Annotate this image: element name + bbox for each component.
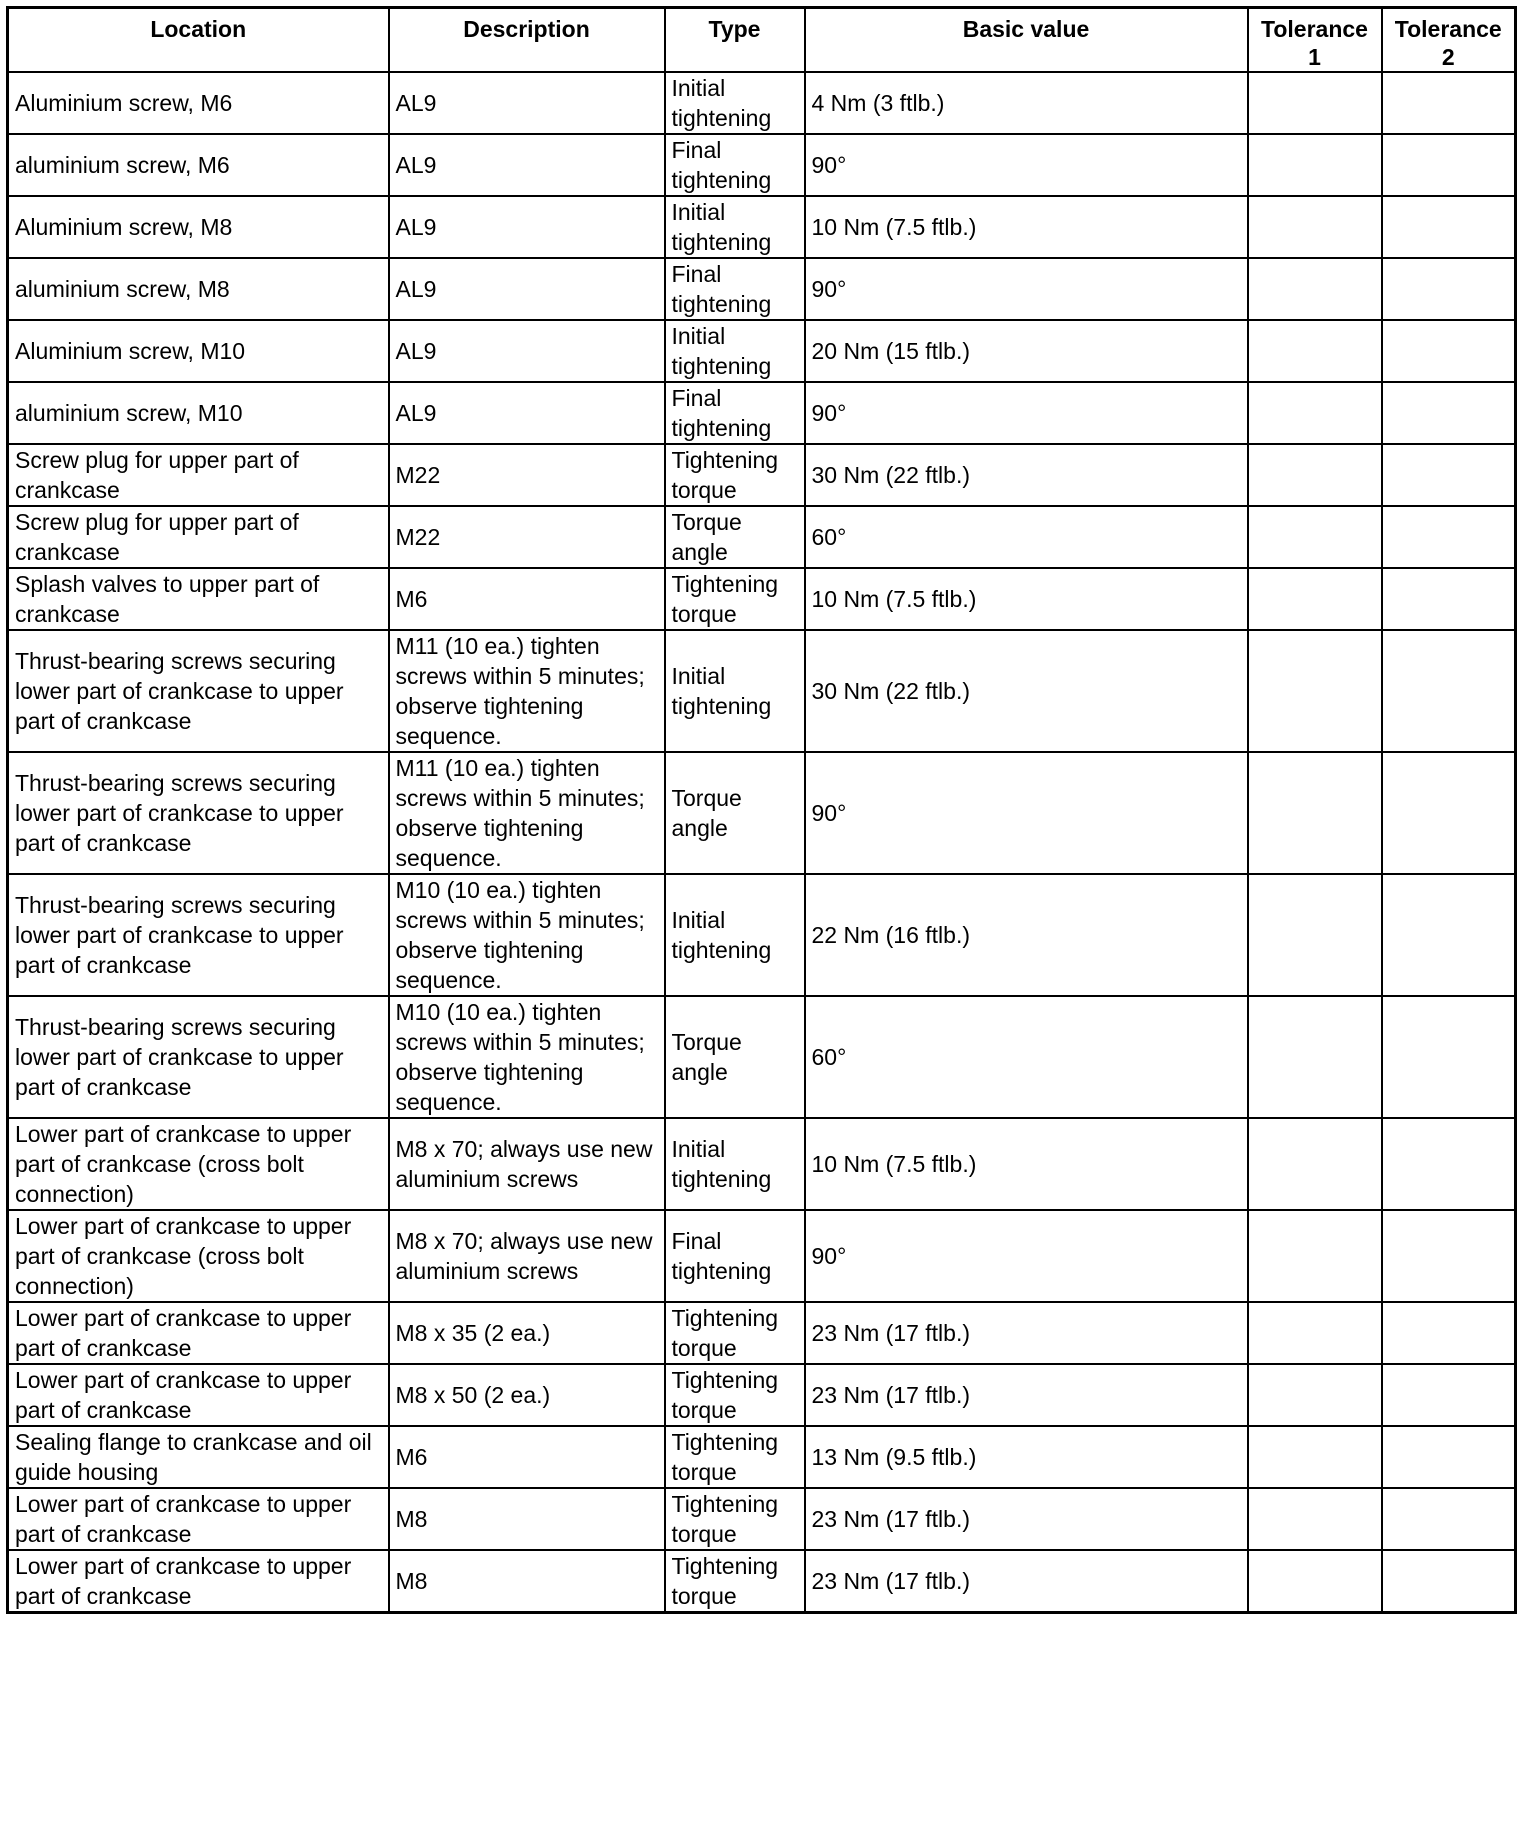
basic-value-cell: 60°	[805, 506, 1248, 568]
description-cell: AL9	[389, 134, 665, 196]
table-row	[8, 1210, 1516, 1302]
tolerance-2-cell	[1382, 630, 1516, 752]
tolerance-2-cell	[1382, 320, 1516, 382]
tolerance-1-cell	[1248, 874, 1382, 996]
description-cell: M6	[389, 568, 665, 630]
basic-value-cell: 10 Nm (7.5 ftlb.)	[805, 196, 1248, 258]
tolerance-1-cell	[1248, 1210, 1382, 1302]
column-header-description: Description	[389, 8, 665, 73]
column-header-location: Location	[8, 8, 389, 73]
table-row	[8, 1364, 1516, 1426]
type-cell: Initial tightening	[665, 196, 805, 258]
location-cell: Lower part of crankcase to upper part of crankcase (cross bolt connection)	[8, 1118, 389, 1210]
table-row	[8, 568, 1516, 630]
basic-value-cell: 30 Nm (22 ftlb.)	[805, 444, 1248, 506]
location-cell: aluminium screw, M8	[8, 258, 389, 320]
type-cell: Initial tightening	[665, 1118, 805, 1210]
location-cell: Aluminium screw, M6	[8, 72, 389, 134]
location-cell: aluminium screw, M10	[8, 382, 389, 444]
description-cell: M8 x 70; always use new aluminium screws	[389, 1118, 665, 1210]
tolerance-1-cell	[1248, 630, 1382, 752]
tolerance-2-cell	[1382, 134, 1516, 196]
basic-value-cell: 30 Nm (22 ftlb.)	[805, 630, 1248, 752]
table-row	[8, 196, 1516, 258]
tolerance-1-cell	[1248, 1488, 1382, 1550]
basic-value-cell: 23 Nm (17 ftlb.)	[805, 1364, 1248, 1426]
location-cell: Aluminium screw, M10	[8, 320, 389, 382]
tolerance-1-cell	[1248, 196, 1382, 258]
location-cell: Screw plug for upper part of crankcase	[8, 506, 389, 568]
basic-value-cell: 23 Nm (17 ftlb.)	[805, 1488, 1248, 1550]
tolerance-1-cell	[1248, 1364, 1382, 1426]
description-cell: M11 (10 ea.) tighten screws within 5 minutes; observe tightening sequence.	[389, 752, 665, 874]
type-cell: Initial tightening	[665, 874, 805, 996]
location-cell: Lower part of crankcase to upper part of crankcase	[8, 1550, 389, 1613]
description-cell: M11 (10 ea.) tighten screws within 5 minutes; observe tightening sequence.	[389, 630, 665, 752]
tolerance-2-cell	[1382, 752, 1516, 874]
table-row	[8, 1302, 1516, 1364]
table-row	[8, 752, 1516, 874]
table-row	[8, 134, 1516, 196]
tolerance-2-cell	[1382, 568, 1516, 630]
tolerance-1-cell	[1248, 1118, 1382, 1210]
basic-value-cell: 10 Nm (7.5 ftlb.)	[805, 1118, 1248, 1210]
description-cell: M8	[389, 1488, 665, 1550]
table-row	[8, 382, 1516, 444]
tolerance-2-cell	[1382, 1550, 1516, 1613]
location-cell: aluminium screw, M6	[8, 134, 389, 196]
column-header-tolerance-1: Tolerance 1	[1248, 8, 1382, 73]
column-header-type: Type	[665, 8, 805, 73]
table-row	[8, 320, 1516, 382]
table-row	[8, 72, 1516, 134]
type-cell: Final tightening	[665, 134, 805, 196]
tolerance-1-cell	[1248, 996, 1382, 1118]
table-row	[8, 258, 1516, 320]
table-row	[8, 1550, 1516, 1613]
description-cell: M8 x 35 (2 ea.)	[389, 1302, 665, 1364]
tolerance-2-cell	[1382, 1210, 1516, 1302]
tolerance-2-cell	[1382, 258, 1516, 320]
table-body	[8, 72, 1516, 1613]
type-cell: Tightening torque	[665, 1426, 805, 1488]
type-cell: Tightening torque	[665, 444, 805, 506]
tolerance-1-cell	[1248, 1302, 1382, 1364]
type-cell: Tightening torque	[665, 1302, 805, 1364]
tolerance-2-cell	[1382, 1118, 1516, 1210]
tolerance-2-cell	[1382, 444, 1516, 506]
description-cell: M6	[389, 1426, 665, 1488]
type-cell: Final tightening	[665, 1210, 805, 1302]
table-row	[8, 874, 1516, 996]
basic-value-cell: 13 Nm (9.5 ftlb.)	[805, 1426, 1248, 1488]
type-cell: Torque angle	[665, 752, 805, 874]
type-cell: Torque angle	[665, 996, 805, 1118]
description-cell: M8 x 50 (2 ea.)	[389, 1364, 665, 1426]
tolerance-2-cell	[1382, 72, 1516, 134]
basic-value-cell: 4 Nm (3 ftlb.)	[805, 72, 1248, 134]
tolerance-2-cell	[1382, 1488, 1516, 1550]
location-cell: Sealing flange to crankcase and oil guide housing	[8, 1426, 389, 1488]
type-cell: Final tightening	[665, 382, 805, 444]
type-cell: Tightening torque	[665, 1364, 805, 1426]
basic-value-cell: 90°	[805, 382, 1248, 444]
tolerance-2-cell	[1382, 196, 1516, 258]
description-cell: M22	[389, 444, 665, 506]
tolerance-2-cell	[1382, 382, 1516, 444]
basic-value-cell: 23 Nm (17 ftlb.)	[805, 1550, 1248, 1613]
location-cell: Thrust-bearing screws securing lower part of crankcase to upper part of crankcase	[8, 874, 389, 996]
type-cell: Initial tightening	[665, 630, 805, 752]
tolerance-1-cell	[1248, 1426, 1382, 1488]
tolerance-1-cell	[1248, 752, 1382, 874]
description-cell: AL9	[389, 320, 665, 382]
location-cell: Aluminium screw, M8	[8, 196, 389, 258]
tolerance-2-cell	[1382, 1426, 1516, 1488]
tolerance-1-cell	[1248, 444, 1382, 506]
basic-value-cell: 90°	[805, 134, 1248, 196]
tolerance-1-cell	[1248, 1550, 1382, 1613]
tolerance-1-cell	[1248, 72, 1382, 134]
basic-value-cell: 60°	[805, 996, 1248, 1118]
basic-value-cell: 90°	[805, 258, 1248, 320]
table-row	[8, 1488, 1516, 1550]
tolerance-2-cell	[1382, 996, 1516, 1118]
tolerance-1-cell	[1248, 382, 1382, 444]
location-cell: Thrust-bearing screws securing lower part of crankcase to upper part of crankcase	[8, 752, 389, 874]
torque-spec-table	[6, 6, 1517, 1614]
location-cell: Lower part of crankcase to upper part of crankcase	[8, 1364, 389, 1426]
basic-value-cell: 10 Nm (7.5 ftlb.)	[805, 568, 1248, 630]
location-cell: Screw plug for upper part of crankcase	[8, 444, 389, 506]
tolerance-1-cell	[1248, 506, 1382, 568]
table-row	[8, 630, 1516, 752]
tolerance-1-cell	[1248, 320, 1382, 382]
location-cell: Thrust-bearing screws securing lower part of crankcase to upper part of crankcase	[8, 630, 389, 752]
type-cell: Tightening torque	[665, 1488, 805, 1550]
tolerance-2-cell	[1382, 1364, 1516, 1426]
table-row	[8, 996, 1516, 1118]
description-cell: AL9	[389, 196, 665, 258]
basic-value-cell: 90°	[805, 752, 1248, 874]
tolerance-1-cell	[1248, 134, 1382, 196]
type-cell: Tightening torque	[665, 568, 805, 630]
tolerance-1-cell	[1248, 258, 1382, 320]
basic-value-cell: 90°	[805, 1210, 1248, 1302]
table-row	[8, 444, 1516, 506]
torque-spec-document	[6, 6, 1514, 1614]
basic-value-cell: 23 Nm (17 ftlb.)	[805, 1302, 1248, 1364]
tolerance-2-cell	[1382, 874, 1516, 996]
table-header	[8, 8, 1516, 73]
location-cell: Lower part of crankcase to upper part of crankcase (cross bolt connection)	[8, 1210, 389, 1302]
description-cell: M8 x 70; always use new aluminium screws	[389, 1210, 665, 1302]
description-cell: AL9	[389, 382, 665, 444]
basic-value-cell: 22 Nm (16 ftlb.)	[805, 874, 1248, 996]
basic-value-cell: 20 Nm (15 ftlb.)	[805, 320, 1248, 382]
header-row	[8, 8, 1516, 73]
type-cell: Initial tightening	[665, 320, 805, 382]
type-cell: Initial tightening	[665, 72, 805, 134]
table-row	[8, 1426, 1516, 1488]
location-cell: Thrust-bearing screws securing lower part of crankcase to upper part of crankcase	[8, 996, 389, 1118]
description-cell: M22	[389, 506, 665, 568]
description-cell: M8	[389, 1550, 665, 1613]
description-cell: AL9	[389, 72, 665, 134]
type-cell: Tightening torque	[665, 1550, 805, 1613]
location-cell: Lower part of crankcase to upper part of crankcase	[8, 1302, 389, 1364]
location-cell: Splash valves to upper part of crankcase	[8, 568, 389, 630]
table-row	[8, 1118, 1516, 1210]
tolerance-2-cell	[1382, 506, 1516, 568]
column-header-basic-value: Basic value	[805, 8, 1248, 73]
type-cell: Final tightening	[665, 258, 805, 320]
tolerance-1-cell	[1248, 568, 1382, 630]
description-cell: AL9	[389, 258, 665, 320]
description-cell: M10 (10 ea.) tighten screws within 5 minutes; observe tightening sequence.	[389, 996, 665, 1118]
column-header-tolerance-2: Tolerance 2	[1382, 8, 1516, 73]
location-cell: Lower part of crankcase to upper part of crankcase	[8, 1488, 389, 1550]
tolerance-2-cell	[1382, 1302, 1516, 1364]
table-row	[8, 506, 1516, 568]
description-cell: M10 (10 ea.) tighten screws within 5 minutes; observe tightening sequence.	[389, 874, 665, 996]
type-cell: Torque angle	[665, 506, 805, 568]
